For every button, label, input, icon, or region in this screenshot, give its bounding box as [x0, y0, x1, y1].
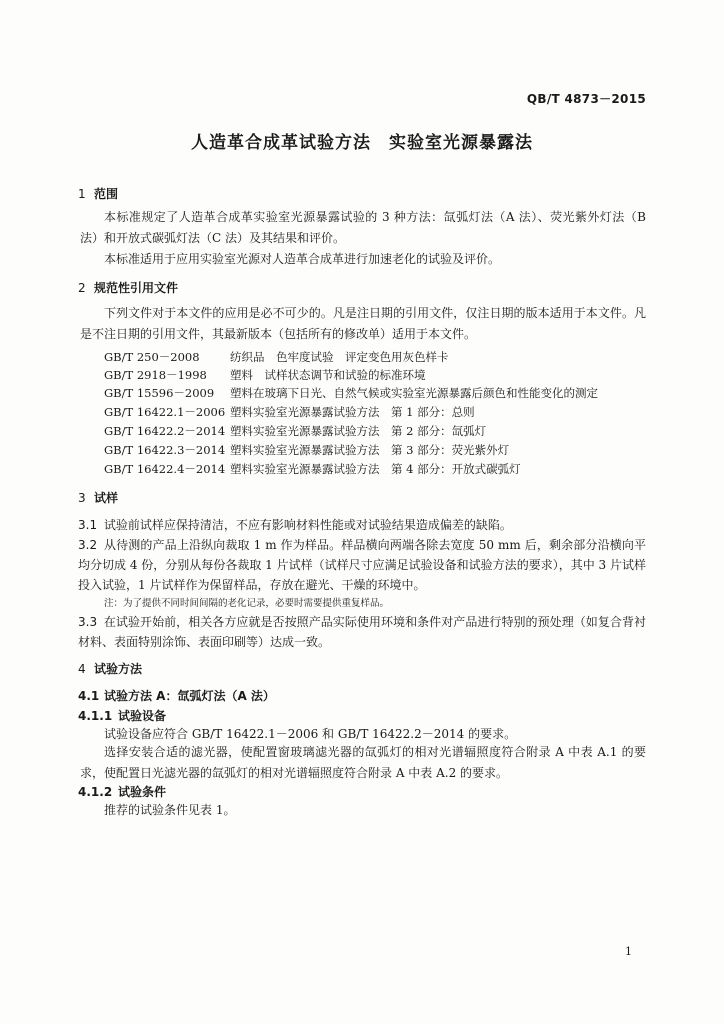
reference-item: GB/T 250－2008 纺织品 色牢度试验 评定变色用灰色样卡	[104, 350, 449, 364]
document-title	[0, 128, 724, 153]
reference-item: GB/T 16422.1－2006 塑料实验室光源暴露试验方法 第 1 部分：总则	[104, 405, 475, 419]
reference-item: GB/T 15596－2009 塑料在玻璃下日光、自然气候或实验室光源暴露后颜色和性能变化的测定	[104, 386, 598, 400]
clause-4-1-heading: 4.1 试验方法 A：氙弧灯法（A 法）	[78, 689, 275, 703]
title-part-2: 实验室光源暴露法	[389, 133, 533, 153]
reference-item: GB/T 16422.3－2014 塑料实验室光源暴露试验方法 第 3 部分：荧光紫外灯	[104, 443, 510, 457]
clause-3-1: 3.1 试验前试样应保持清洁，不应有影响材料性能或对试验结果造成偏差的缺陷。	[78, 518, 512, 532]
section-4-heading: 4 试验方法	[78, 662, 143, 676]
section-1-paragraph-2: 本标准适用于应用实验室光源对人造革合成革进行加速老化的试验及评价。	[104, 252, 501, 266]
reference-item: GB/T 2918－1998 塑料 试样状态调节和试验的标准环境	[104, 368, 426, 382]
section-3-heading: 3 试样	[78, 491, 119, 505]
note: 注：为了提供不同时间间隔的老化记录，必要时需要提供重复样品。	[104, 598, 390, 609]
reference-item: GB/T 16422.4－2014 塑料实验室光源暴露试验方法 第 4 部分：开放式碳弧灯	[104, 462, 521, 476]
section-2-heading: 2 规范性引用文件	[78, 281, 179, 295]
section-1-paragraph-1: 本标准规定了人造革合成革实验室光源暴露试验的 3 种方法：氙弧灯法（A 法）、荧光紫外灯法（B 法）和开放式碳弧灯法（C 法）及其结果和评价。	[80, 210, 646, 245]
clause-4-1-2-heading: 4.1.2 试验条件	[78, 785, 167, 799]
standard-number: QB/T 4873－2015	[526, 92, 646, 106]
section-1-heading: 1 范围	[78, 187, 119, 201]
page-number: 1	[625, 945, 632, 958]
clause-3-2: 3.2 从待测的产品上沿纵向裁取 1 m 作为样品。样品横向两端各除去宽度 50 mm 后，剩余部分沿横向平均分切成 4 份，分别从每份各裁取 1 片试样（试样尺寸应满足试验设备和试验方法的要求），其中 3 片试样投入试验，1 片试样作为保留样品，存放在避光、干燥的环境中。	[78, 538, 646, 592]
clause-4-1-2-paragraph-1: 推荐的试验条件见表 1。	[104, 803, 236, 817]
clause-4-1-1-paragraph-2: 选择安装合适的滤光器，使配置窗玻璃滤光器的氙弧灯的相对光谱辐照度符合附录 A 中表 A.1 的要求，使配置日光滤光器的氙弧灯的相对光谱辐照度符合附录 A 中表 A.2 的要求。	[80, 745, 646, 780]
reference-item: GB/T 16422.2－2014 塑料实验室光源暴露试验方法 第 2 部分：氙弧灯	[104, 424, 487, 438]
clause-4-1-1-paragraph-1: 试验设备应符合 GB/T 16422.1－2006 和 GB/T 16422.2－2014 的要求。	[104, 727, 517, 741]
clause-4-1-1-heading: 4.1.1 试验设备	[78, 709, 167, 723]
title-part-1: 人造革合成革试验方法	[191, 133, 371, 153]
section-2-paragraph-1: 下列文件对于本文件的应用是必不可少的。凡是注日期的引用文件，仅注日期的版本适用于本文件。凡是不注日期的引用文件，其最新版本（包括所有的修改单）适用于本文件。	[80, 306, 646, 341]
clause-3-3: 3.3 在试验开始前，相关各方应就是否按照产品实际使用环境和条件对产品进行特别的预处理（如复合背衬材料、表面特别涂饰、表面印刷等）达成一致。	[78, 615, 646, 649]
